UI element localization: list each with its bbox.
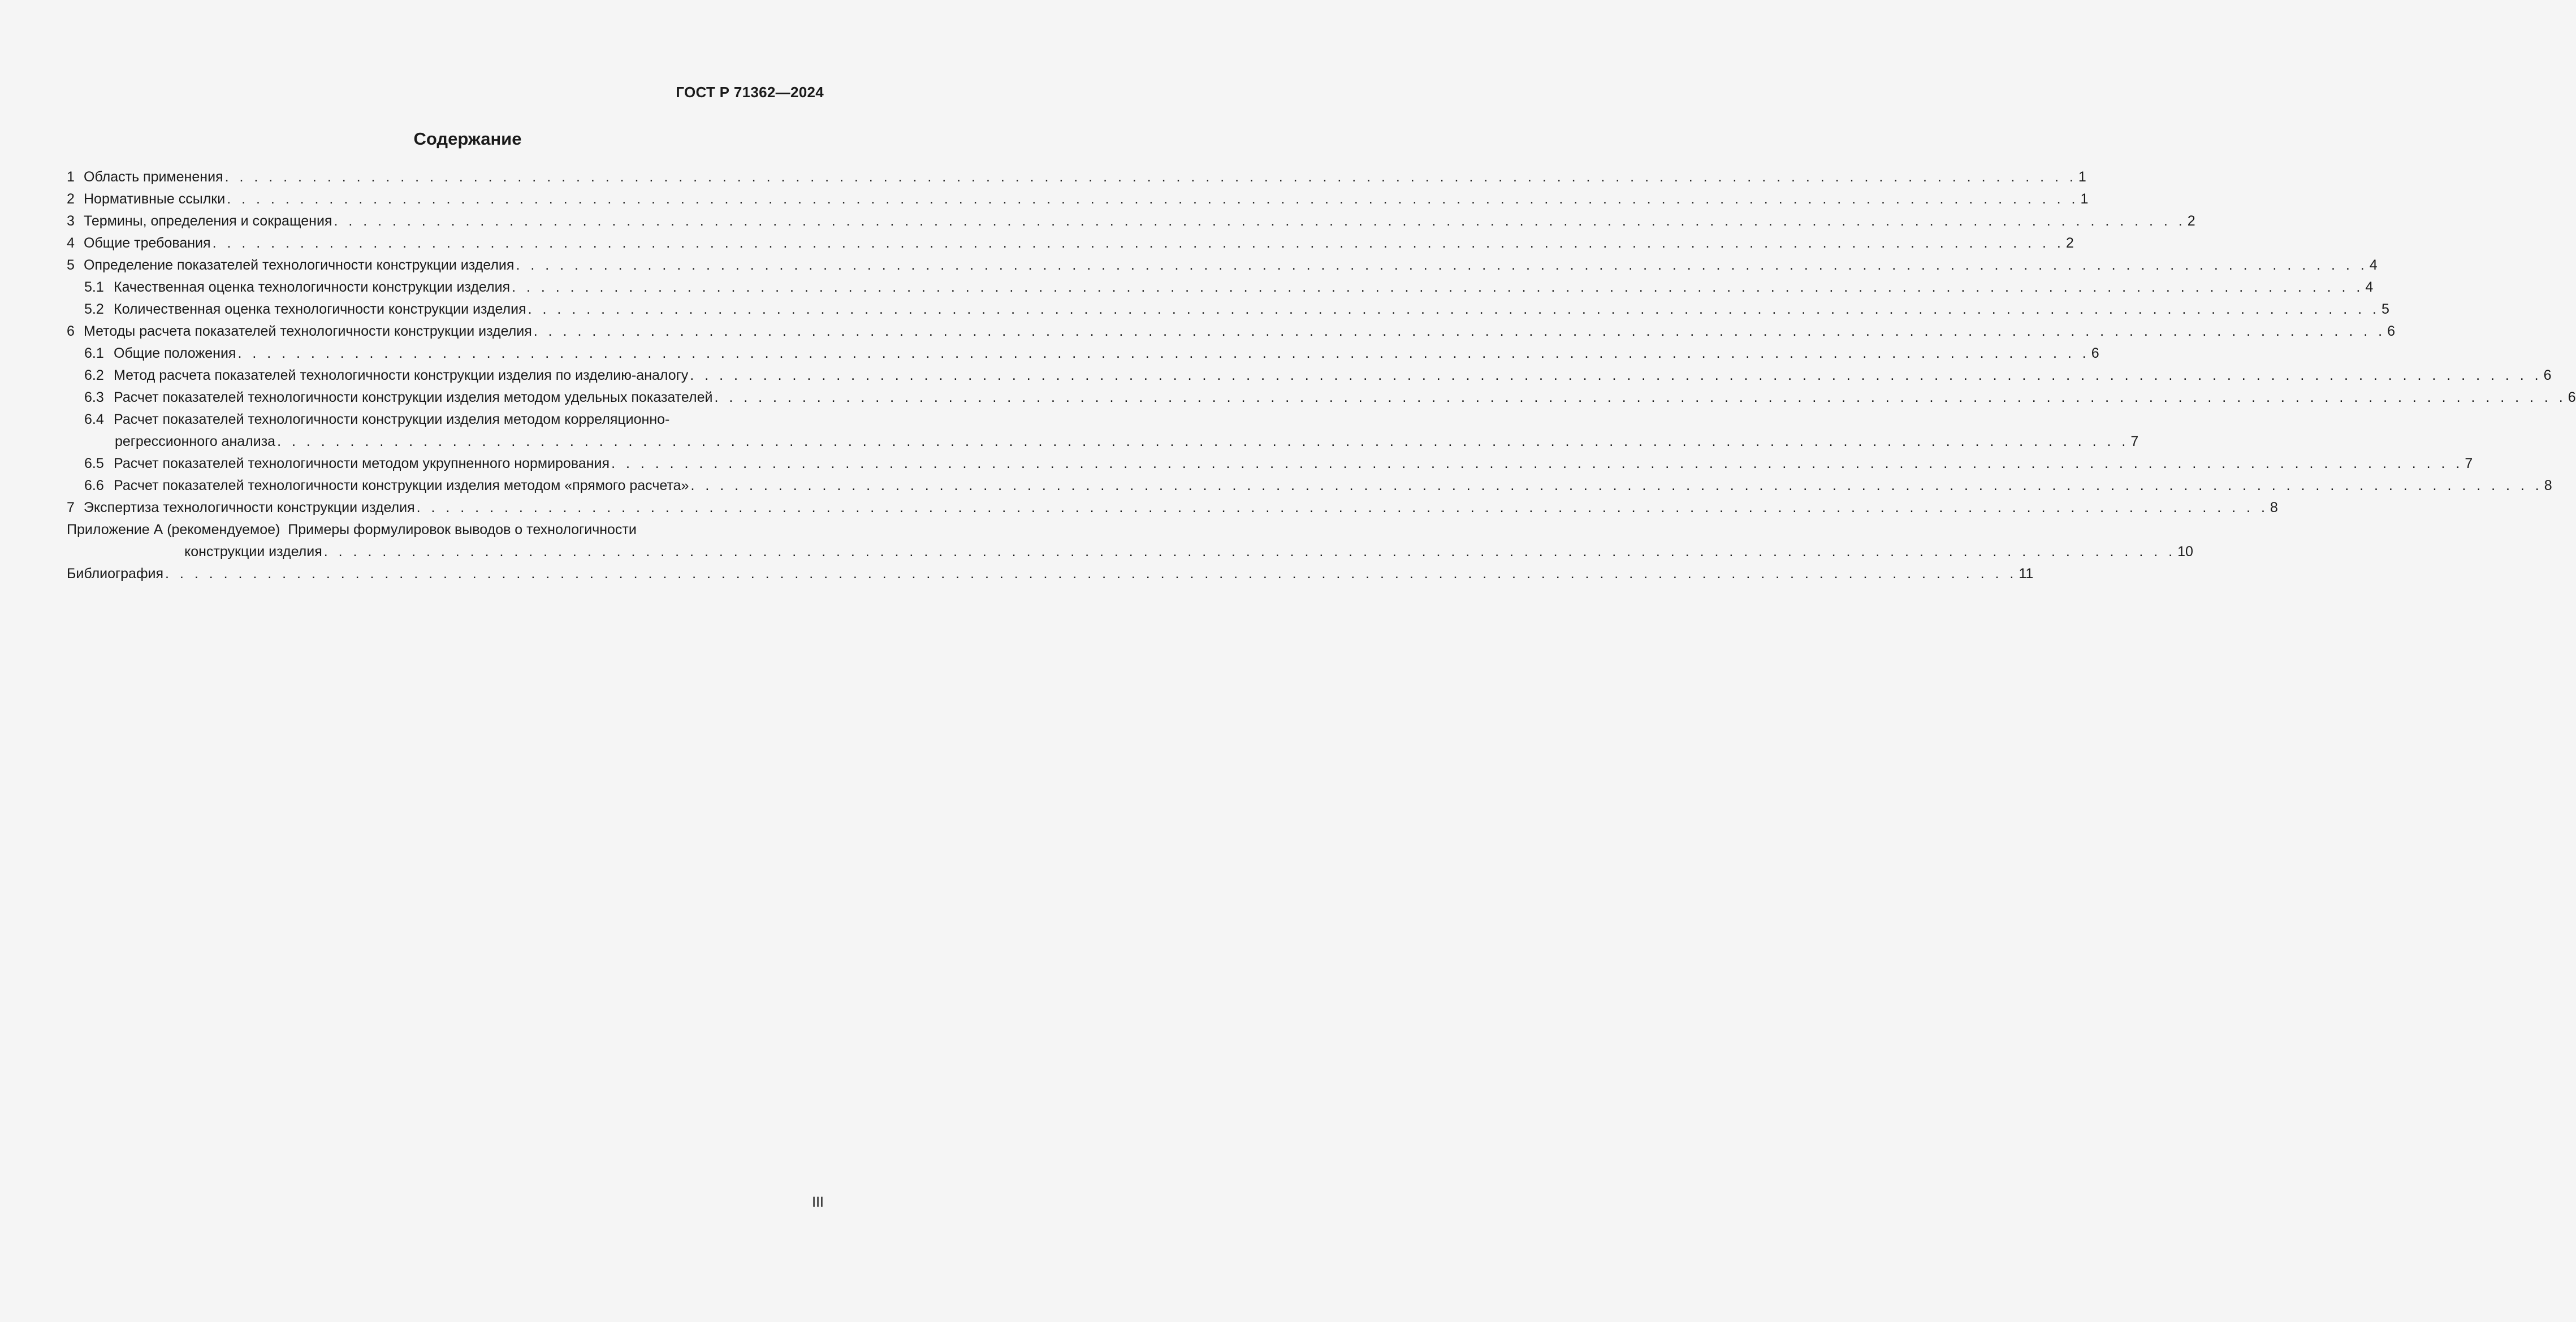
toc-page-number: 6 [2387,323,2395,339]
toc-title: Общие требования [84,235,211,251]
toc-entry-appendix-a[interactable] [67,519,823,541]
toc-entry-1[interactable] [67,166,2086,188]
appendix-label: Приложение А (рекомендуемое) [67,522,280,538]
toc-leader-dots: . . . . . . . . . . . . . . . . . . . . . . . . . . . . . . . . . . . . . . . . . . . . . . . . . . . . . . . . . . . . . . . . . . . . . . . . . . . . . . . . . . . . . . . . . . . . . . . . . . . . . . . . . . . . . . . . . . . . . . . . . . . . . . . [528,301,2380,317]
toc-title: Расчет показателей технологичности конструкции изделия методом корреляционно- [114,411,670,427]
toc-entry-4[interactable] [67,232,2074,254]
toc-leader-dots: . . . . . . . . . . . . . . . . . . . . . . . . . . . . . . . . . . . . . . . . . . . . . . . . . . . . . . . . . . . . . . . . . . . . . . . . . . . . . . . . . . . . . . . . . . . . . . . . . . . . . . . . . . . . . . . . . . . . . . . . . . . . . . . [277,434,2129,449]
toc-leader-dots: . . . . . . . . . . . . . . . . . . . . . . . . . . . . . . . . . . . . . . . . . . . . . . . . . . . . . . . . . . . . . . . . . . . . . . . . . . . . . . . . . . . . . . . . . . . . . . . . . . . . . . . . . . . . . . . . . . . . . . . . . . . . . . . [533,323,2386,339]
toc-leader-dots: . . . . . . . . . . . . . . . . . . . . . . . . . . . . . . . . . . . . . . . . . . . . . . . . . . . . . . . . . . . . . . . . . . . . . . . . . . . . . . . . . . . . . . . . . . . . . . . . . . . . . . . . . . . . . . . . . . . . . . . . . . . . . . . [237,345,2090,361]
toc-number: 6.5 [84,456,104,471]
toc-page-number: 8 [2544,478,2552,493]
toc-page-number: 1 [2080,191,2089,207]
toc-entry-6-6[interactable] [67,475,2552,497]
toc-page-number: 1 [2078,169,2086,185]
toc-entry-6-5[interactable] [67,453,2473,475]
toc-entry-6[interactable] [67,320,2395,343]
toc-entry-6-3[interactable] [67,387,2576,409]
toc-title: регрессионного анализа [115,434,276,449]
toc-title: Расчет показателей технологичности методом укрупненного нормирования [114,456,610,471]
toc-title: Экспертиза технологичности конструкции изделия [84,500,415,515]
toc-number: 5 [67,257,75,273]
toc-entry-3[interactable] [67,210,2195,232]
table-of-contents [67,166,2576,585]
toc-entry-appendix-a-continued[interactable] [67,541,2193,563]
toc-title: Нормативные ссылки [84,191,226,207]
toc-number: 6 [67,323,75,339]
toc-title: Количественная оценка технологичности конструкции изделия [114,301,526,317]
toc-entry-5-2[interactable] [67,298,2389,320]
toc-entry-7[interactable] [67,497,2278,519]
toc-title: Примеры формулировок выводов о технологичности [288,522,637,538]
toc-number: 6.4 [84,411,104,427]
toc-title: Область применения [84,169,223,185]
toc-number: 6.6 [84,478,104,493]
toc-title: Библиография [67,566,164,582]
toc-page-number: 4 [2369,257,2378,273]
toc-number: 7 [67,500,75,515]
toc-page-number: 2 [2065,235,2074,251]
toc-page-number: 6 [2543,367,2552,383]
document-id: ГОСТ Р 71362—2024 [676,84,824,101]
page-title: Содержание [413,129,522,149]
toc-number: 6.2 [84,367,104,383]
toc-leader-dots: . . . . . . . . . . . . . . . . . . . . . . . . . . . . . . . . . . . . . . . . . . . . . . . . . . . . . . . . . . . . . . . . . . . . . . . . . . . . . . . . . . . . . . . . . . . . . . . . . . . . . . . . . . . . . . . . . . . . . . . . . . . . . . . [227,191,2079,207]
toc-leader-dots: . . . . . . . . . . . . . . . . . . . . . . . . . . . . . . . . . . . . . . . . . . . . . . . . . . . . . . . . . . . . . . . . . . . . . . . . . . . . . . . . . . . . . . . . . . . . . . . . . . . . . . . . . . . . . . . . . . . . . . . . . . . . . . . [690,367,2542,383]
toc-page-number: 5 [2381,301,2389,317]
toc-title: Качественная оценка технологичности конструкции изделия [114,279,511,295]
toc-entry-bibliography[interactable] [67,563,2034,585]
toc-number: 3 [67,213,75,229]
toc-page-number: 11 [2019,566,2034,582]
toc-number: 1 [67,169,75,185]
toc-number: 2 [67,191,75,207]
toc-title: Термины, определения и сокращения [84,213,332,229]
toc-leader-dots: . . . . . . . . . . . . . . . . . . . . . . . . . . . . . . . . . . . . . . . . . . . . . . . . . . . . . . . . . . . . . . . . . . . . . . . . . . . . . . . . . . . . . . . . . . . . . . . . . . . . . . . . . . . . . . . . . . . . . . . . . . . . . . . [611,456,2463,471]
toc-page-number: 6 [2568,389,2576,405]
toc-leader-dots: . . . . . . . . . . . . . . . . . . . . . . . . . . . . . . . . . . . . . . . . . . . . . . . . . . . . . . . . . . . . . . . . . . . . . . . . . . . . . . . . . . . . . . . . . . . . . . . . . . . . . . . . . . . . . . . . . . . . . . . . . . . . . . . [323,544,2176,560]
toc-leader-dots: . . . . . . . . . . . . . . . . . . . . . . . . . . . . . . . . . . . . . . . . . . . . . . . . . . . . . . . . . . . . . . . . . . . . . . . . . . . . . . . . . . . . . . . . . . . . . . . . . . . . . . . . . . . . . . . . . . . . . . . . . . . . . . . [714,389,2566,405]
toc-entry-6-1[interactable] [67,343,2099,365]
toc-page-number: 4 [2365,279,2374,295]
toc-title: Расчет показателей технологичности конструкции изделия методом «прямого расчета» [114,478,689,493]
toc-number: 5.2 [84,301,104,317]
toc-leader-dots: . . . . . . . . . . . . . . . . . . . . . . . . . . . . . . . . . . . . . . . . . . . . . . . . . . . . . . . . . . . . . . . . . . . . . . . . . . . . . . . . . . . . . . . . . . . . . . . . . . . . . . . . . . . . . . . . . . . . . . . . . . . . . . . [165,566,2017,582]
toc-leader-dots: . . . . . . . . . . . . . . . . . . . . . . . . . . . . . . . . . . . . . . . . . . . . . . . . . . . . . . . . . . . . . . . . . . . . . . . . . . . . . . . . . . . . . . . . . . . . . . . . . . . . . . . . . . . . . . . . . . . . . . . . . . . . . . . [416,500,2268,515]
toc-leader-dots: . . . . . . . . . . . . . . . . . . . . . . . . . . . . . . . . . . . . . . . . . . . . . . . . . . . . . . . . . . . . . . . . . . . . . . . . . . . . . . . . . . . . . . . . . . . . . . . . . . . . . . . . . . . . . . . . . . . . . . . . . . . . . . . [516,257,2368,273]
toc-title: Общие положения [114,345,236,361]
toc-entry-5[interactable] [67,254,2378,276]
toc-page-number: 10 [2177,544,2193,560]
toc-leader-dots: . . . . . . . . . . . . . . . . . . . . . . . . . . . . . . . . . . . . . . . . . . . . . . . . . . . . . . . . . . . . . . . . . . . . . . . . . . . . . . . . . . . . . . . . . . . . . . . . . . . . . . . . . . . . . . . . . . . . . . . . . . . . . . . [690,478,2543,493]
toc-number: 4 [67,235,75,251]
toc-page-number: 6 [2091,345,2099,361]
toc-page-number: 2 [2187,213,2195,229]
toc-entry-6-4[interactable] [67,409,823,431]
toc-entry-6-4-continued[interactable] [67,431,2139,453]
toc-title: Расчет показателей технологичности конструкции изделия методом удельных показателей [114,389,713,405]
toc-entry-5-1[interactable] [67,276,2374,298]
toc-title: конструкции изделия [184,544,322,560]
toc-leader-dots: . . . . . . . . . . . . . . . . . . . . . . . . . . . . . . . . . . . . . . . . . . . . . . . . . . . . . . . . . . . . . . . . . . . . . . . . . . . . . . . . . . . . . . . . . . . . . . . . . . . . . . . . . . . . . . . . . . . . . . . . . . . . . . . [224,169,2077,185]
toc-entry-2[interactable] [67,188,2089,210]
toc-page-number: 7 [2130,434,2139,449]
toc-page-number: 7 [2465,456,2473,471]
toc-number: 6.3 [84,389,104,405]
toc-page-number: 8 [2270,500,2278,515]
toc-leader-dots: . . . . . . . . . . . . . . . . . . . . . . . . . . . . . . . . . . . . . . . . . . . . . . . . . . . . . . . . . . . . . . . . . . . . . . . . . . . . . . . . . . . . . . . . . . . . . . . . . . . . . . . . . . . . . . . . . . . . . . . . . . . . . . . [512,279,2364,295]
toc-title: Метод расчета показателей технологичности конструкции изделия по изделию-аналогу [114,367,689,383]
page-number: III [812,1194,824,1210]
toc-leader-dots: . . . . . . . . . . . . . . . . . . . . . . . . . . . . . . . . . . . . . . . . . . . . . . . . . . . . . . . . . . . . . . . . . . . . . . . . . . . . . . . . . . . . . . . . . . . . . . . . . . . . . . . . . . . . . . . . . . . . . . . . . . . . . . . [334,213,2186,229]
toc-title: Методы расчета показателей технологичности конструкции изделия [84,323,532,339]
toc-number: 6.1 [84,345,104,361]
toc-number: 5.1 [84,279,104,295]
toc-title: Определение показателей технологичности конструкции изделия [84,257,515,273]
toc-leader-dots: . . . . . . . . . . . . . . . . . . . . . . . . . . . . . . . . . . . . . . . . . . . . . . . . . . . . . . . . . . . . . . . . . . . . . . . . . . . . . . . . . . . . . . . . . . . . . . . . . . . . . . . . . . . . . . . . . . . . . . . . . . . . . . . [212,235,2064,251]
toc-entry-6-2[interactable] [67,365,2552,387]
